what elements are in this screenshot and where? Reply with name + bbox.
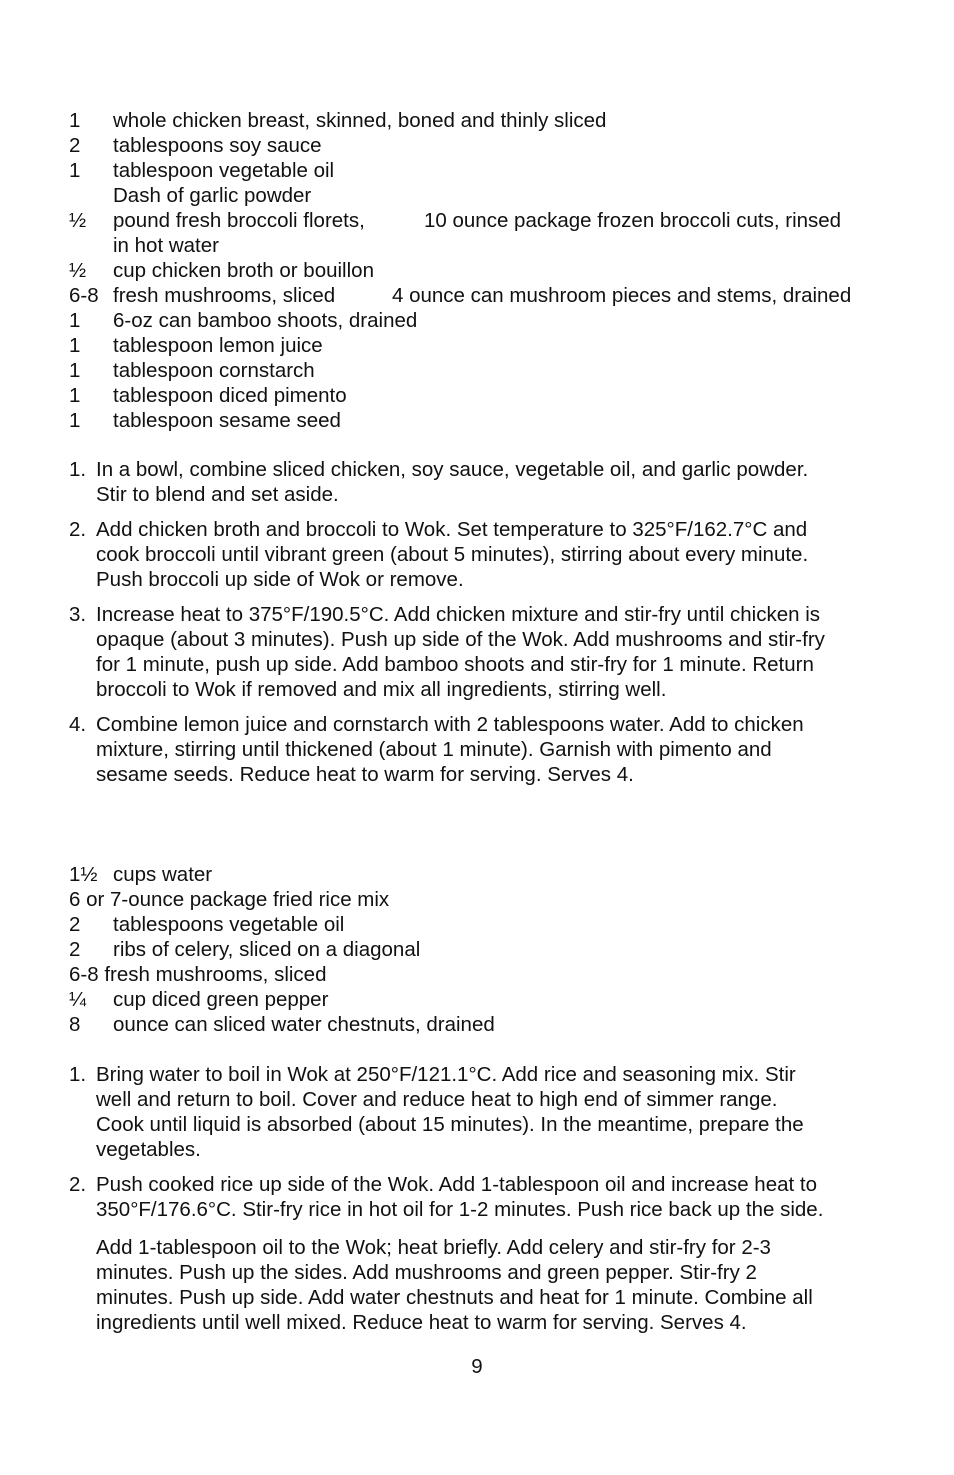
ingredient-desc: Dash of garlic powder [113, 184, 312, 207]
step-text: Push cooked rice up side of the Wok. Add 1-tablespoon oil and increase heat to 350°F/176.6°C. Stir-fry rice in hot oil for 1-2 minutes. Push rice back up the side. [96, 1173, 824, 1221]
ingredient-desc: tablespoon sesame seed [113, 409, 341, 432]
ingredient-desc: ribs of celery, sliced on a diagonal [113, 938, 421, 961]
ingredient-qty: 8 [69, 1013, 81, 1036]
final-paragraph: Add 1-tablespoon oil to the Wok; heat briefly. Add celery and stir-fry for 2-3 minutes. Push up the sides. Add mushrooms and green pepper. Stir-fry 2 minutes. Push up side. Add water chestnuts and heat for 1 minute. Combine all ingredients until well mixed. Reduce heat to warm for serving. Serves 4. [96, 1236, 813, 1334]
recipe1-step-list [69, 457, 889, 787]
ingredient-desc: cup diced green pepper [113, 988, 329, 1011]
instruction-step [69, 1172, 889, 1222]
step-text: Bring water to boil in Wok at 250°F/121.1°C. Add rice and seasoning mix. Stir well and return to boil. Cover and reduce heat to high end of simmer range. Cook until liquid is absorbed (about 15 minutes). In the meantime, prepare the vegetables. [96, 1063, 804, 1161]
step-text: In a bowl, combine sliced chicken, soy sauce, vegetable oil, and garlic powder. Stir to blend and set aside. [96, 458, 809, 506]
instruction-step [69, 602, 889, 702]
ingredient-line: 6-8 fresh mushrooms, sliced [69, 963, 327, 986]
ingredient-desc: cup chicken broth or bouillon [113, 259, 374, 282]
recipe2-step-list [69, 1062, 889, 1335]
ingredient-qty: ½ [69, 209, 87, 232]
ingredient-desc: fresh mushrooms, sliced [113, 284, 336, 307]
ingredient-qty: 1 [69, 309, 81, 332]
ingredient-qty: 2 [69, 134, 81, 157]
instruction-step [69, 517, 889, 592]
step-text: Add chicken broth and broccoli to Wok. Set temperature to 325°F/162.7°C and cook broccoli until vibrant green (about 5 minutes), stirring about every minute. Push broccoli up side of Wok or remove. [96, 518, 809, 591]
ingredient-desc: tablespoons soy sauce [113, 134, 322, 157]
instruction-step [69, 457, 889, 507]
ingredient-qty: 1 [69, 384, 81, 407]
step-number: 3. [69, 603, 87, 626]
step-number: 2. [69, 1173, 87, 1196]
step-text: Increase heat to 375°F/190.5°C. Add chicken mixture and stir-fry until chicken is opaque (about 3 minutes). Push up side of the Wok. Add mushrooms and stir-fry for 1 minute, push up side. Add bamboo shoots and stir-fry for 1 minute. Return broccoli to Wok if removed and mix all ingredients, stirring well. [96, 603, 825, 701]
ingredient-line: 6 or 7-ounce package fried rice mix [69, 888, 390, 911]
ingredient-desc: whole chicken breast, skinned, boned and thinly sliced [113, 109, 607, 132]
step-number: 2. [69, 518, 87, 541]
ingredient-desc: tablespoon diced pimento [113, 384, 347, 407]
ingredient-qty: 2 [69, 938, 81, 961]
step-number: 1. [69, 458, 87, 481]
ingredient-desc: pound fresh broccoli florets, [113, 209, 365, 232]
ingredient-desc: tablespoon cornstarch [113, 359, 315, 382]
ingredient-desc: tablespoon lemon juice [113, 334, 323, 357]
step-text: Combine lemon juice and cornstarch with 2 tablespoons water. Add to chicken mixture, stirring until thickened (about 1 minute). Garnish with pimento and sesame seeds. Reduce heat to warm for serving. Serves 4. [96, 713, 804, 786]
ingredient-desc: cups water [113, 863, 213, 886]
ingredient-qty: 1½ [69, 863, 98, 886]
ingredient-qty: 1 [69, 109, 81, 132]
ingredient-desc: tablespoons vegetable oil [113, 913, 345, 936]
ingredient-qty: ½ [69, 259, 87, 282]
ingredient-qty: 6-8 [69, 284, 99, 307]
ingredient-qty: 2 [69, 913, 81, 936]
instruction-step [69, 712, 889, 787]
step-number: 1. [69, 1063, 87, 1086]
ingredient-desc: 6-oz can bamboo shoots, drained [113, 309, 418, 332]
ingredient-qty: 1 [69, 409, 81, 432]
step-number: 4. [69, 713, 87, 736]
ingredient-qty: 1 [69, 159, 81, 182]
ingredient-alternative: 10 ounce package frozen broccoli cuts, rinsed [424, 209, 842, 232]
instruction-step [69, 1062, 889, 1162]
ingredient-qty: 1 [69, 334, 81, 357]
page-number: 9 [471, 1355, 483, 1378]
ingredient-alternative: 4 ounce can mushroom pieces and stems, drained [392, 284, 852, 307]
ingredient-qty: ¼ [69, 988, 87, 1011]
ingredient-desc: ounce can sliced water chestnuts, drained [113, 1013, 495, 1036]
ingredient-desc: in hot water [113, 234, 219, 257]
ingredient-desc: tablespoon vegetable oil [113, 159, 335, 182]
ingredient-qty: 1 [69, 359, 81, 382]
